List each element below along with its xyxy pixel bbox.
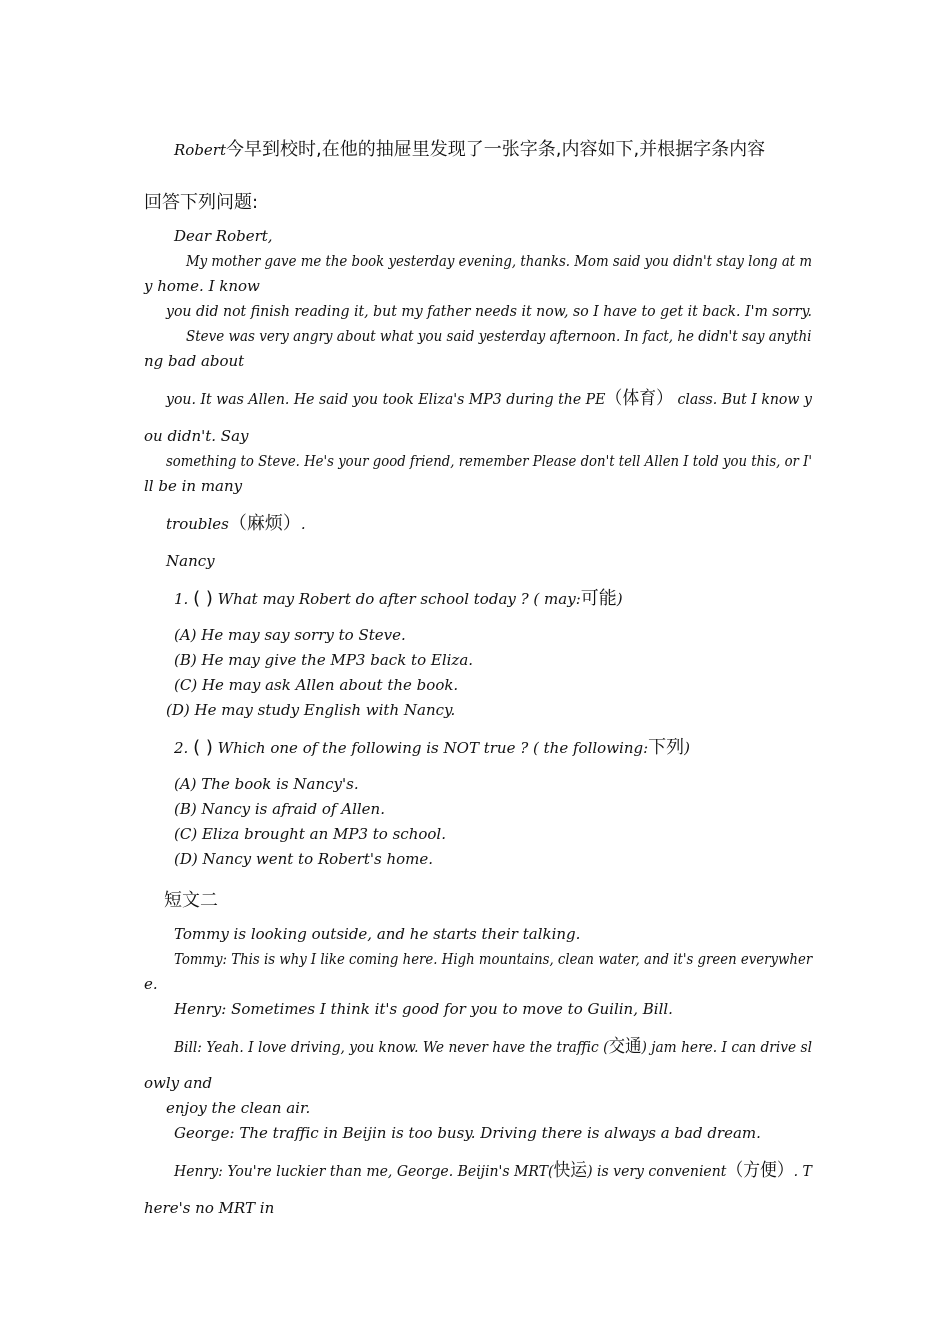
option-d: (D) He may study English with Nancy.: [166, 701, 456, 719]
letter-greeting: Dear Robert,: [174, 227, 273, 245]
passage-line: e.: [144, 975, 158, 993]
passage-line: [174, 1037, 812, 1057]
passage-line: owly and: [144, 1074, 213, 1092]
letter-line: ng bad about: [144, 352, 245, 370]
question-text: Which one of the following is NOT true ? ( the following:: [217, 739, 649, 757]
letter-line: you did not finish reading it, but my father needs it now, so I have to get it back. I'm sorry.: [166, 302, 813, 320]
intro-name: Robert: [174, 141, 227, 159]
intro-line-2: 回答下列问题:: [144, 192, 259, 213]
passage-text: ) is very convenient: [587, 1162, 727, 1180]
option-d: (D) Nancy went to Robert's home.: [174, 850, 434, 868]
answer-blank[interactable]: ( ): [193, 737, 213, 758]
option-a: (A) He may say sorry to Steve.: [174, 626, 406, 644]
question-1: [174, 589, 623, 609]
passage-line: here's no MRT in: [144, 1199, 275, 1217]
letter-line: ou didn't. Say: [144, 427, 249, 445]
letter-line: ll be in many: [144, 477, 243, 495]
passage-line: George: The traffic in Beijin is too busy. Driving there is always a bad dream.: [174, 1124, 761, 1142]
option-b: (B) He may give the MP3 back to Eliza.: [174, 651, 474, 669]
passage-line: [174, 1161, 812, 1181]
question-2: [174, 738, 690, 758]
question-close: ): [616, 590, 623, 608]
passage-gloss: 快运: [553, 1160, 588, 1181]
passage-gloss: 交通: [608, 1036, 642, 1057]
passage-line: enjoy the clean air.: [166, 1099, 311, 1117]
question-gloss: 下列: [648, 737, 685, 758]
passage-text: Henry: You're luckier than me, George. Beijin's MRT(: [174, 1162, 554, 1180]
letter-text: troubles: [166, 515, 229, 533]
letter-line: My mother gave me the book yesterday evening, thanks. Mom said you didn't stay long at m: [186, 252, 813, 270]
option-c: (C) He may ask Allen about the book.: [174, 676, 459, 694]
option-a: (A) The book is Nancy's.: [174, 775, 359, 793]
intro-line-1: [174, 140, 765, 160]
question-number: 2.: [174, 739, 189, 757]
letter-text: you. It was Allen. He said you took Eliza's MP3 during the PE: [166, 390, 606, 408]
letter-signature: Nancy: [166, 552, 215, 570]
option-b: (B) Nancy is afraid of Allen.: [174, 800, 385, 818]
passage-text: . T: [793, 1162, 812, 1180]
question-text: What may Robert do after school today ? ( may:: [217, 590, 581, 608]
letter-line: something to Steve. He's your good friend, remember Please don't tell Allen I told you this, or I': [166, 452, 813, 470]
passage-line: Tommy is looking outside, and he starts their talking.: [174, 925, 581, 943]
passage-line: Tommy: This is why I like coming here. High mountains, clean water, and it's green everywher: [174, 950, 813, 968]
passage-line: Henry: Sometimes I think it's good for you to move to Guilin, Bill.: [174, 1000, 673, 1018]
letter-gloss: （麻烦）: [228, 513, 301, 534]
passage-gloss: （方便）: [726, 1160, 794, 1181]
answer-blank[interactable]: ( ): [193, 588, 213, 609]
question-gloss: 可能: [580, 588, 617, 609]
question-close: ): [684, 739, 691, 757]
option-c: (C) Eliza brought an MP3 to school.: [174, 825, 446, 843]
question-number: 1.: [174, 590, 189, 608]
passage-text: Bill: Yeah. I love driving, you know. We never have the traffic (: [174, 1038, 609, 1056]
letter-gloss: （体育）: [605, 388, 674, 409]
passage-heading: 短文二: [164, 890, 218, 911]
letter-line: Steve was very angry about what you said yesterday afternoon. In fact, he didn't say anythi: [186, 327, 812, 345]
letter-line: [166, 514, 306, 534]
letter-text: class. But I know y: [677, 390, 812, 408]
letter-line: [166, 389, 812, 409]
letter-line: y home. I know: [144, 277, 260, 295]
passage-text: ) jam here. I can drive sl: [641, 1038, 813, 1056]
letter-text: .: [300, 515, 306, 533]
intro-instruction: 今早到校时,在他的抽屉里发现了一张字条,内容如下,并根据字条内容: [226, 139, 766, 160]
